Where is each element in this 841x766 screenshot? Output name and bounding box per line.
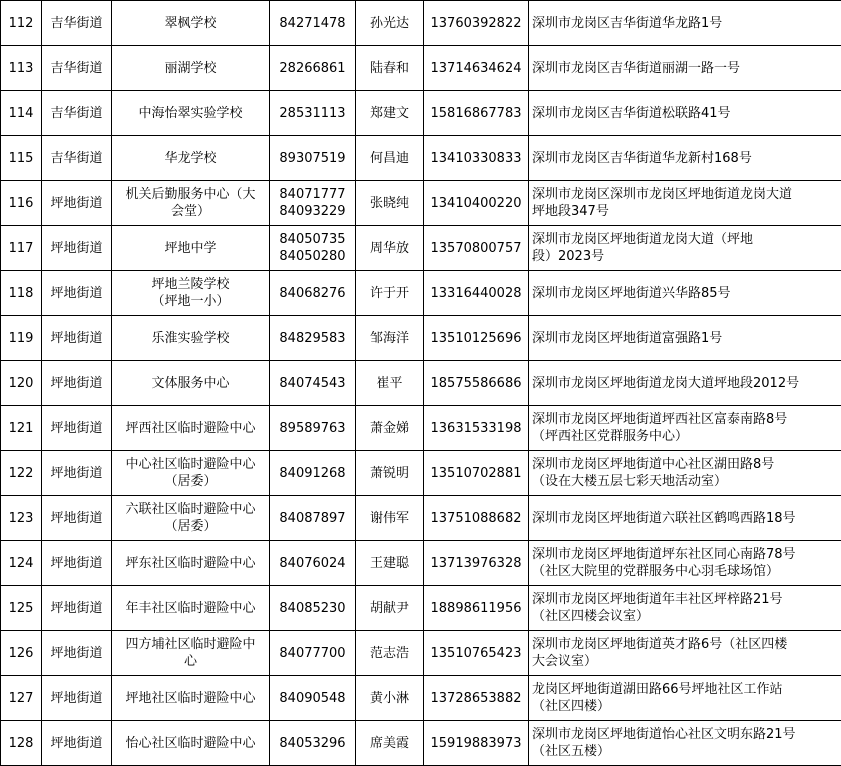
contact-person-cell: 何昌迪 <box>356 136 424 181</box>
address-cell <box>529 46 841 91</box>
contact-person-cell: 萧金娣 <box>356 406 424 451</box>
mobile-cell: 13714634624 <box>424 46 529 91</box>
address-cell-line: （坪西社区党群服务中心） <box>532 429 689 444</box>
address-cell-line: 深圳市龙岗区吉华街道华龙路1号 <box>532 15 723 31</box>
street-cell: 坪地街道 <box>42 496 112 541</box>
mobile-cell: 15816867783 <box>424 91 529 136</box>
mobile-cell: 13510702881 <box>424 451 529 496</box>
address-cell-line: 深圳市龙岗区吉华街道华龙新村168号 <box>532 150 752 166</box>
table-row <box>1 1 841 46</box>
shelter-name-cell-line: 年丰社区临时避险中心 <box>125 600 256 616</box>
shelter-name-cell <box>112 361 270 406</box>
row-number: 122 <box>1 451 42 496</box>
phone-cell-line: 84090548 <box>279 690 346 706</box>
table-row <box>1 226 841 271</box>
table-row <box>1 316 841 361</box>
contact-person-cell: 胡献尹 <box>356 586 424 631</box>
shelter-name-cell <box>112 316 270 361</box>
address-cell-line: （社区四楼） <box>532 699 611 714</box>
shelter-name-cell <box>112 451 270 496</box>
address-cell-line: 深圳市龙岗区坪地街道龙岗大道（坪地 <box>532 232 754 247</box>
table-row <box>1 451 841 496</box>
mobile-cell: 13728653882 <box>424 676 529 721</box>
mobile-cell: 13760392822 <box>424 1 529 46</box>
address-cell-line: 深圳市龙岗区坪地街道怡心社区文明东路21号 <box>532 727 796 742</box>
phone-cell <box>270 721 356 766</box>
phone-cell <box>270 631 356 676</box>
phone-cell-line: 84085230 <box>279 600 346 616</box>
mobile-cell: 15919883973 <box>424 721 529 766</box>
row-number: 118 <box>1 271 42 316</box>
street-cell: 坪地街道 <box>42 676 112 721</box>
phone-cell-line: 84271478 <box>279 15 346 31</box>
address-cell-line: 深圳市龙岗区坪地街道英才路6号（社区四楼 <box>532 637 788 652</box>
phone-cell <box>270 271 356 316</box>
phone-cell-line: 84077700 <box>279 645 346 661</box>
shelter-name-cell-line: （居委） <box>164 519 217 534</box>
row-number: 114 <box>1 91 42 136</box>
address-cell-line: 深圳市龙岗区坪地街道富强路1号 <box>532 330 723 346</box>
row-number: 123 <box>1 496 42 541</box>
address-cell <box>529 136 841 181</box>
table-row <box>1 271 841 316</box>
street-cell: 吉华街道 <box>42 46 112 91</box>
row-number: 127 <box>1 676 42 721</box>
street-cell: 坪地街道 <box>42 541 112 586</box>
row-number: 117 <box>1 226 42 271</box>
shelter-name-cell-line: 坪东社区临时避险中心 <box>125 555 256 571</box>
shelter-name-cell-line: 机关后勤服务中心（大 <box>125 187 256 202</box>
phone-cell-line: 84050280 <box>279 249 346 264</box>
phone-cell-line: 84829583 <box>279 330 346 346</box>
table-row <box>1 586 841 631</box>
shelter-name-cell-line: 怡心社区临时避险中心 <box>125 735 256 751</box>
row-number: 124 <box>1 541 42 586</box>
address-cell <box>529 586 841 631</box>
table-row <box>1 541 841 586</box>
address-cell-line: 深圳市龙岗区坪地街道六联社区鹤鸣西路18号 <box>532 510 796 526</box>
shelter-name-cell-line: 中海怡翠实验学校 <box>138 105 243 121</box>
shelter-name-cell-line: 会堂） <box>170 204 210 219</box>
table-body <box>1 1 841 766</box>
row-number: 112 <box>1 1 42 46</box>
address-cell <box>529 541 841 586</box>
shelter-name-cell-line: 文体服务中心 <box>151 375 230 391</box>
street-cell: 坪地街道 <box>42 406 112 451</box>
address-cell <box>529 91 841 136</box>
mobile-cell: 18575586686 <box>424 361 529 406</box>
address-cell <box>529 316 841 361</box>
address-cell-line: 大会议室） <box>532 654 598 669</box>
row-number: 128 <box>1 721 42 766</box>
mobile-cell: 13316440028 <box>424 271 529 316</box>
phone-cell <box>270 541 356 586</box>
mobile-cell: 13410330833 <box>424 136 529 181</box>
shelter-name-cell-line: 乐淮实验学校 <box>151 330 230 346</box>
shelter-name-cell <box>112 631 270 676</box>
address-cell-line: 深圳市龙岗区坪地街道兴华路85号 <box>532 285 731 301</box>
street-cell: 吉华街道 <box>42 136 112 181</box>
mobile-cell: 13570800757 <box>424 226 529 271</box>
phone-cell-line: 84076024 <box>279 555 346 571</box>
phone-cell <box>270 46 356 91</box>
phone-cell <box>270 1 356 46</box>
table-row <box>1 136 841 181</box>
address-cell-line: 深圳市龙岗区吉华街道丽湖一路一号 <box>532 60 741 76</box>
contact-person-cell: 许于开 <box>356 271 424 316</box>
phone-cell <box>270 586 356 631</box>
shelter-name-cell-line: 坪地中学 <box>164 240 217 256</box>
contact-person-cell: 黄小淋 <box>356 676 424 721</box>
phone-cell-line: 84091268 <box>279 465 346 481</box>
row-number: 115 <box>1 136 42 181</box>
phone-cell <box>270 406 356 451</box>
table-row <box>1 46 841 91</box>
phone-cell-line: 84050735 <box>279 232 346 247</box>
shelter-name-cell-line: 坪西社区临时避险中心 <box>125 420 256 436</box>
address-cell <box>529 406 841 451</box>
contact-person-cell: 孙光达 <box>356 1 424 46</box>
address-cell-line: 深圳市龙岗区深圳市龙岗区坪地街道龙岗大道 <box>532 187 793 202</box>
address-cell-line: （社区大院里的党群服务中心羽毛球场馆） <box>532 564 780 579</box>
address-cell-line: 深圳市龙岗区坪地街道年丰社区坪梓路21号 <box>532 592 783 607</box>
address-cell <box>529 1 841 46</box>
shelter-name-cell <box>112 226 270 271</box>
address-cell-line: （社区四楼会议室） <box>532 609 650 624</box>
row-number: 116 <box>1 181 42 226</box>
shelter-name-cell-line: 中心社区临时避险中心 <box>125 457 256 472</box>
address-cell-line: 段）2023号 <box>532 249 605 264</box>
contact-person-cell: 范志浩 <box>356 631 424 676</box>
shelter-name-cell <box>112 586 270 631</box>
table-row <box>1 676 841 721</box>
shelter-name-cell-line: 华龙学校 <box>164 150 217 166</box>
shelter-name-cell <box>112 91 270 136</box>
street-cell: 吉华街道 <box>42 91 112 136</box>
phone-cell <box>270 91 356 136</box>
address-cell <box>529 496 841 541</box>
contact-person-cell: 席美霞 <box>356 721 424 766</box>
address-cell-line: 龙岗区坪地街道湖田路66号坪地社区工作站 <box>532 682 783 697</box>
phone-cell-line: 84087897 <box>279 510 346 526</box>
address-cell-line: （设在大楼五层七彩天地活动室） <box>532 474 728 489</box>
shelter-name-cell <box>112 181 270 226</box>
phone-cell <box>270 451 356 496</box>
table-row <box>1 721 841 766</box>
street-cell: 坪地街道 <box>42 181 112 226</box>
shelter-name-cell <box>112 721 270 766</box>
shelter-name-cell <box>112 271 270 316</box>
mobile-cell: 13510765423 <box>424 631 529 676</box>
shelter-name-cell-line: 坪地兰陵学校 <box>151 277 230 292</box>
shelter-name-cell-line: （居委） <box>164 474 217 489</box>
mobile-cell: 13713976328 <box>424 541 529 586</box>
street-cell: 坪地街道 <box>42 271 112 316</box>
street-cell: 坪地街道 <box>42 631 112 676</box>
contact-person-cell: 萧锐明 <box>356 451 424 496</box>
phone-cell <box>270 676 356 721</box>
table-row <box>1 181 841 226</box>
contact-person-cell: 崔平 <box>356 361 424 406</box>
shelter-name-cell <box>112 676 270 721</box>
phone-cell-line: 28531113 <box>279 105 346 121</box>
address-cell <box>529 676 841 721</box>
mobile-cell: 13410400220 <box>424 181 529 226</box>
shelter-name-cell <box>112 136 270 181</box>
address-cell-line: 深圳市龙岗区吉华街道松联路41号 <box>532 105 731 121</box>
phone-cell <box>270 136 356 181</box>
shelter-name-cell-line: 翠枫学校 <box>164 15 217 31</box>
address-cell <box>529 271 841 316</box>
address-cell-line: 坪地段347号 <box>532 204 609 219</box>
mobile-cell: 18898611956 <box>424 586 529 631</box>
address-cell <box>529 451 841 496</box>
street-cell: 坪地街道 <box>42 451 112 496</box>
address-cell <box>529 181 841 226</box>
table-row <box>1 361 841 406</box>
address-cell-line: 深圳市龙岗区坪地街道坪西社区富泰南路8号 <box>532 412 788 427</box>
street-cell: 坪地街道 <box>42 316 112 361</box>
phone-cell-line: 84074543 <box>279 375 346 391</box>
phone-cell-line: 84071777 <box>279 187 346 202</box>
shelter-name-cell-line: 四方埔社区临时避险中 <box>125 637 256 652</box>
mobile-cell: 13631533198 <box>424 406 529 451</box>
address-cell-line: （社区五楼） <box>532 744 611 759</box>
contact-person-cell: 邹海洋 <box>356 316 424 361</box>
street-cell: 坪地街道 <box>42 721 112 766</box>
row-number: 113 <box>1 46 42 91</box>
shelter-name-cell <box>112 496 270 541</box>
phone-cell <box>270 226 356 271</box>
street-cell: 坪地街道 <box>42 586 112 631</box>
phone-cell <box>270 361 356 406</box>
street-cell: 吉华街道 <box>42 1 112 46</box>
shelter-name-cell <box>112 406 270 451</box>
row-number: 120 <box>1 361 42 406</box>
table-row <box>1 496 841 541</box>
table-row <box>1 631 841 676</box>
phone-cell <box>270 496 356 541</box>
shelter-name-cell-line: （坪地一小） <box>151 294 230 309</box>
street-cell: 坪地街道 <box>42 226 112 271</box>
phone-cell <box>270 316 356 361</box>
phone-cell-line: 89589763 <box>279 420 346 436</box>
address-cell <box>529 631 841 676</box>
shelter-name-cell <box>112 46 270 91</box>
shelter-name-cell-line: 六联社区临时避险中心 <box>125 502 256 517</box>
table-row <box>1 91 841 136</box>
contact-person-cell: 陆春和 <box>356 46 424 91</box>
shelter-name-cell <box>112 541 270 586</box>
row-number: 121 <box>1 406 42 451</box>
phone-cell-line: 84093229 <box>279 204 346 219</box>
contact-person-cell: 王建聪 <box>356 541 424 586</box>
phone-cell-line: 84068276 <box>279 285 346 301</box>
shelter-name-cell <box>112 1 270 46</box>
phone-cell <box>270 181 356 226</box>
address-cell-line: 深圳市龙岗区坪地街道龙岗大道坪地段2012号 <box>532 375 800 391</box>
phone-cell-line: 89307519 <box>279 150 346 166</box>
address-cell-line: 深圳市龙岗区坪地街道中心社区湖田路8号 <box>532 457 775 472</box>
contact-person-cell: 周华放 <box>356 226 424 271</box>
mobile-cell: 13751088682 <box>424 496 529 541</box>
row-number: 126 <box>1 631 42 676</box>
contact-person-cell: 郑建文 <box>356 91 424 136</box>
street-cell: 坪地街道 <box>42 361 112 406</box>
contact-person-cell: 谢伟军 <box>356 496 424 541</box>
address-cell <box>529 721 841 766</box>
row-number: 125 <box>1 586 42 631</box>
shelter-name-cell-line: 心 <box>183 654 197 669</box>
address-cell <box>529 226 841 271</box>
mobile-cell: 13510125696 <box>424 316 529 361</box>
shelter-name-cell-line: 丽湖学校 <box>164 60 217 76</box>
row-number: 119 <box>1 316 42 361</box>
address-cell <box>529 361 841 406</box>
shelter-name-cell-line: 坪地社区临时避险中心 <box>125 690 256 706</box>
phone-cell-line: 28266861 <box>279 60 346 76</box>
contact-person-cell: 张晓纯 <box>356 181 424 226</box>
address-cell-line: 深圳市龙岗区坪地街道坪东社区同心南路78号 <box>532 547 796 562</box>
phone-cell-line: 84053296 <box>279 735 346 751</box>
table-row <box>1 406 841 451</box>
